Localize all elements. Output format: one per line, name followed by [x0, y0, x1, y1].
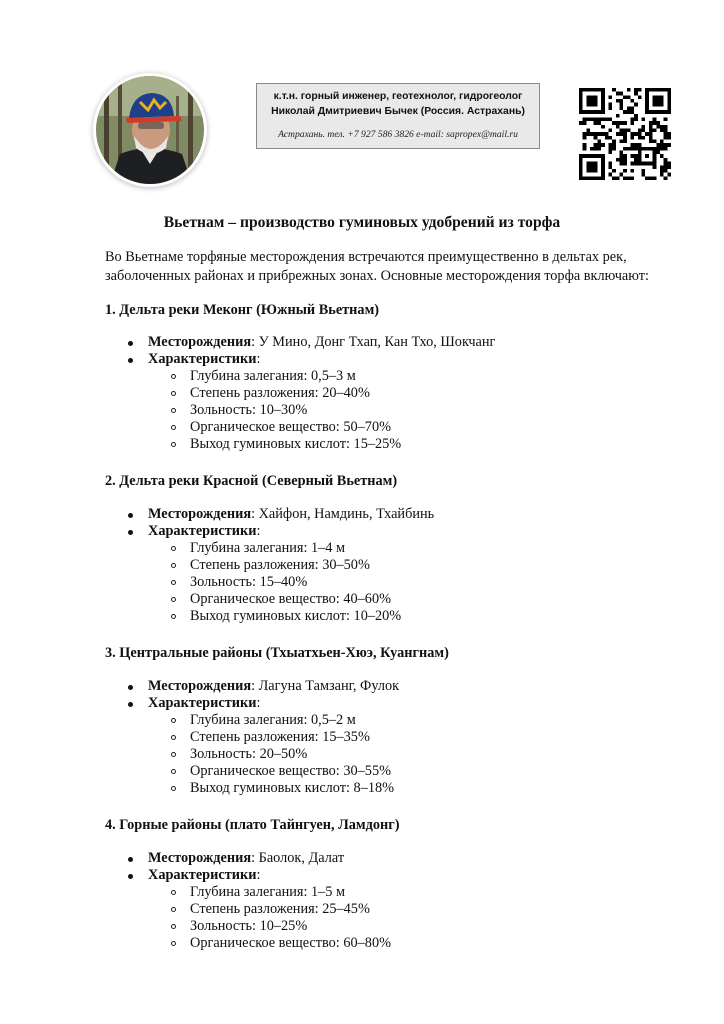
deposits-value: : У Мино, Донг Тхап, Кан Тхо, Шокчанг — [251, 334, 496, 350]
list-item-deposits — [0, 850, 391, 867]
section-heading: 3. Центральные районы (Тхыатхьен-Хюэ, Куангнам) — [105, 645, 449, 661]
section-list — [0, 678, 399, 797]
list-item: Зольность: 10–25% — [0, 918, 391, 935]
list-item: Выход гуминовых кислот: 8–18% — [0, 780, 399, 797]
list-item: Выход гуминовых кислот: 10–20% — [0, 608, 434, 625]
section-heading: 1. Дельта реки Меконг (Южный Вьетнам) — [105, 302, 380, 318]
deposits-label: Месторождения — [148, 506, 252, 522]
deposits-value: : Баолок, Далат — [251, 850, 345, 866]
author-contacts: Астрахань. тел. +7 927 586 3826 e-mail: sapropex@mail.ru — [278, 129, 518, 140]
deposits-value: : Лагуна Тамзанг, Фулок — [251, 678, 400, 694]
intro-line: Во Вьетнаме торфяные месторождения встречаются преимущественно в дельтах рек, — [105, 249, 627, 265]
list-item: Степень разложения: 30–50% — [0, 557, 434, 574]
list-item: Зольность: 15–40% — [0, 574, 434, 591]
list-item-deposits — [0, 506, 434, 523]
list-item: Глубина залегания: 0,5–3 м — [0, 368, 495, 385]
list-item: Степень разложения: 15–35% — [0, 729, 399, 746]
list-item-deposits — [0, 678, 399, 695]
list-item: Степень разложения: 20–40% — [0, 385, 495, 402]
characteristics-label: Характеристики — [148, 523, 257, 539]
author-portrait-image — [96, 76, 204, 184]
section-heading: 4. Горные районы (плато Тайнгуен, Ламдонг) — [105, 817, 400, 833]
deposits-value: : Хайфон, Намдинь, Тхайбинь — [251, 506, 435, 522]
section-list — [0, 506, 434, 625]
list-item: Выход гуминовых кислот: 15–25% — [0, 436, 495, 453]
colon: : — [256, 867, 261, 883]
list-item: Глубина залегания: 0,5–2 м — [0, 712, 399, 729]
list-item: Органическое вещество: 50–70% — [0, 419, 495, 436]
colon: : — [256, 351, 261, 367]
list-item-deposits — [0, 334, 495, 351]
colon: : — [256, 523, 261, 539]
section-list — [0, 850, 391, 952]
list-item: Глубина залегания: 1–4 м — [0, 540, 434, 557]
characteristics-label: Характеристики — [148, 867, 257, 883]
section-heading: 2. Дельта реки Красной (Северный Вьетнам) — [105, 473, 398, 489]
list-item: Зольность: 10–30% — [0, 402, 495, 419]
list-item: Зольность: 20–50% — [0, 746, 399, 763]
qr-code-icon — [579, 88, 671, 180]
author-credentials: к.т.н. горный инженер, геотехнолог, гидрогеолог — [273, 91, 523, 102]
characteristics-label: Характеристики — [148, 351, 257, 367]
list-item-characteristics — [0, 695, 399, 712]
author-name: Николай Дмитриевич Бычек (Россия. Астрахань) — [271, 106, 525, 117]
document-title: Вьетнам – производство гуминовых удобрений из торфа — [163, 214, 561, 231]
deposits-label: Месторождения — [148, 678, 252, 694]
intro-paragraph — [105, 248, 685, 285]
list-item: Степень разложения: 25–45% — [0, 901, 391, 918]
deposits-label: Месторождения — [148, 850, 252, 866]
colon: : — [256, 695, 261, 711]
author-photo — [96, 76, 204, 184]
list-item: Органическое вещество: 40–60% — [0, 591, 434, 608]
list-item: Органическое вещество: 60–80% — [0, 935, 391, 952]
list-item: Глубина залегания: 1–5 м — [0, 884, 391, 901]
list-item-characteristics — [0, 351, 495, 368]
characteristics-label: Характеристики — [148, 695, 257, 711]
list-item-characteristics — [0, 867, 391, 884]
section-list — [0, 334, 495, 453]
list-item: Органическое вещество: 30–55% — [0, 763, 399, 780]
author-card — [256, 83, 540, 149]
intro-line: заболоченных районах и прибрежных зонах. Основные месторождения торфа включают: — [105, 267, 649, 284]
deposits-label: Месторождения — [148, 334, 252, 350]
list-item-characteristics — [0, 523, 434, 540]
